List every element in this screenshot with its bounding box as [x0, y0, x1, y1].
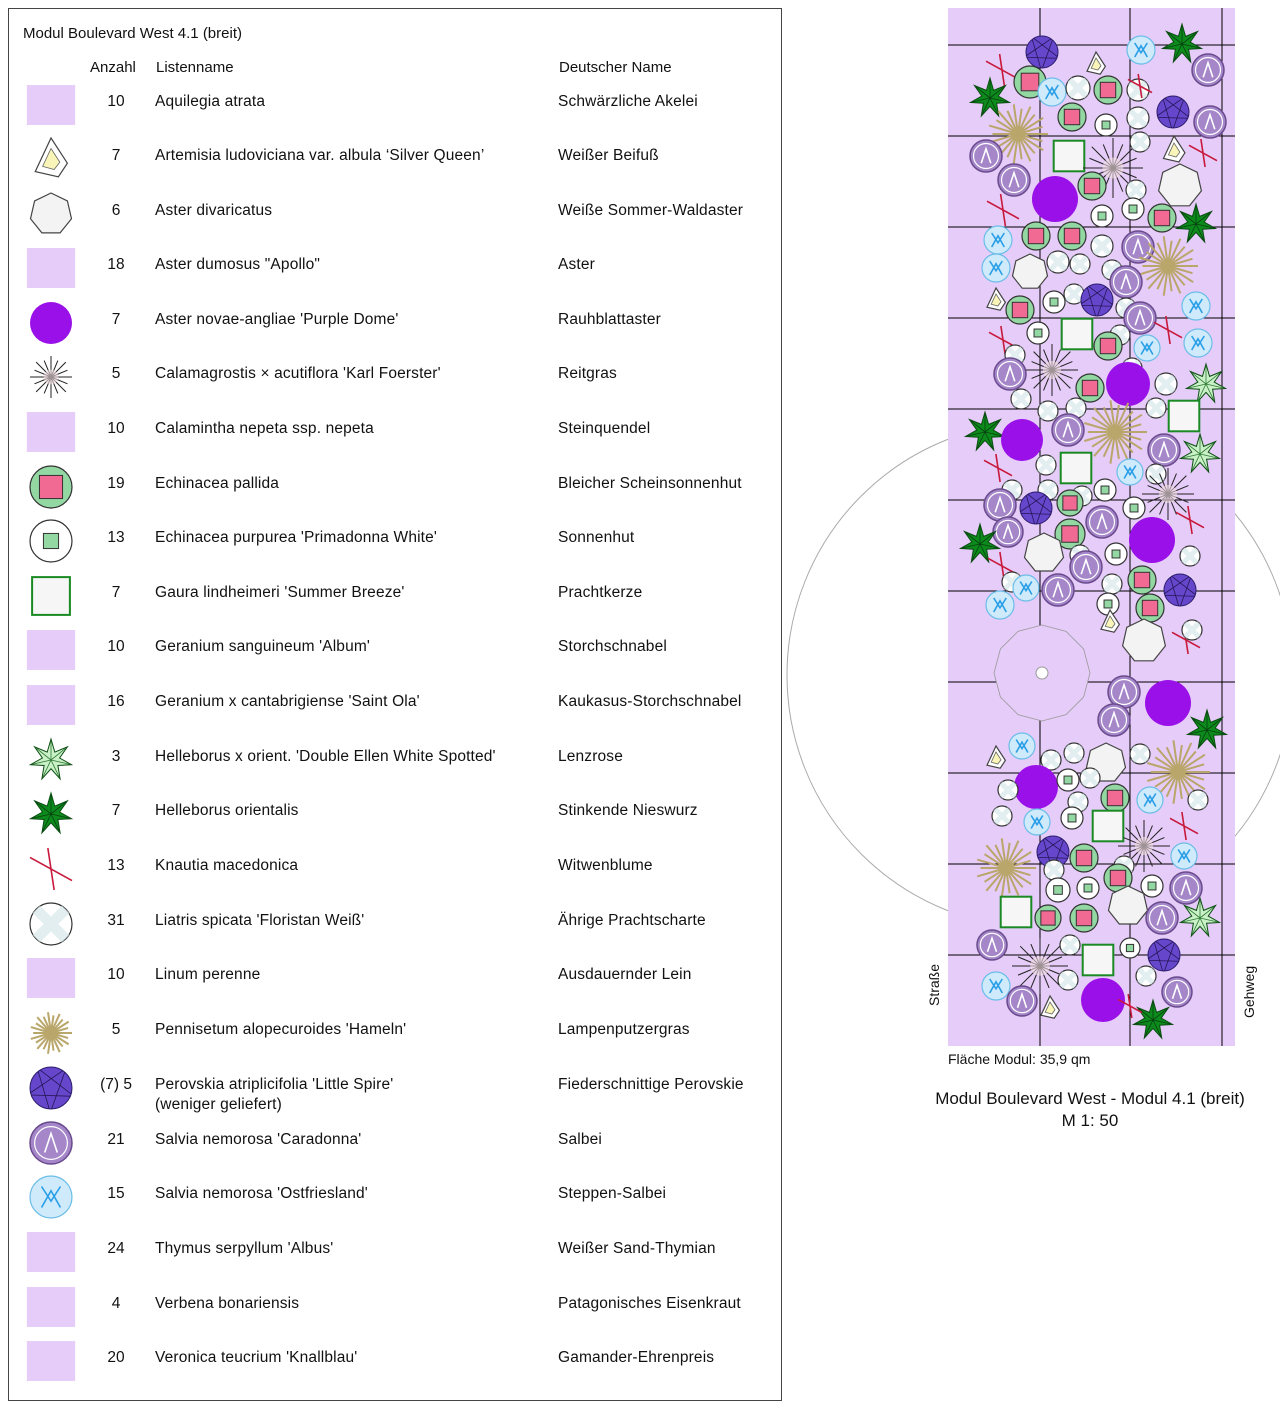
legend-list-name-text: Gaura lindheimeri 'Summer Breeze'	[155, 584, 405, 601]
legend-row	[9, 1171, 781, 1225]
legend-list-name	[155, 1131, 361, 1149]
echinacea-white-plant	[1123, 497, 1145, 519]
legend-list-name	[155, 1349, 357, 1367]
lilac-square-icon	[21, 1227, 81, 1277]
legend-count: 10	[107, 638, 125, 655]
legend-list-name-text: Calamagrostis × acutiflora 'Karl Foerster'	[155, 365, 441, 382]
sidewalk-side-label: Gehweg	[1241, 965, 1257, 1018]
legend-german-name: Prachtkerze	[558, 584, 643, 601]
legend-list-name	[155, 420, 374, 438]
salvia-ostfriesland-plant	[982, 972, 1010, 1000]
salvia-caradonna-plant	[984, 489, 1016, 521]
lilac-square-icon	[21, 1282, 81, 1332]
legend-count: 7	[111, 147, 121, 164]
legend-list-name-text: Aster divaricatus	[155, 202, 273, 219]
echinacea-white-plant	[1043, 291, 1065, 313]
liatris-circle-plant	[1130, 132, 1150, 152]
legend-row	[9, 188, 781, 242]
legend-count: 19	[107, 475, 125, 492]
grass-star-dark-icon	[21, 352, 81, 402]
gaura-square-plant	[1061, 453, 1092, 484]
legend-row	[9, 624, 781, 678]
perovskia-disc-plant	[1157, 96, 1189, 128]
echinacea-pink-plant	[1148, 204, 1176, 232]
heptagon-icon	[21, 189, 81, 239]
liatris-circle-plant	[1066, 76, 1090, 100]
lilac-square-icon	[21, 680, 81, 730]
legend-row	[9, 133, 781, 187]
legend-list-name-text: Salvia nemorosa 'Ostfriesland'	[155, 1185, 368, 1202]
liatris-circle-plant	[1058, 970, 1078, 990]
lilac-square-icon	[21, 407, 81, 457]
plan-caption-scale: M 1: 50	[1061, 1111, 1119, 1130]
legend-count: 3	[111, 748, 121, 765]
perovskia-disc-icon	[21, 1063, 81, 1113]
echinacea-white-plant	[1120, 938, 1140, 958]
legend-list-name-text: Echinacea purpurea 'Primadonna White'	[155, 529, 438, 546]
legend-list-name	[155, 857, 298, 875]
legend-list-name-text: Perovskia atriplicifolia 'Little Spire'	[155, 1076, 394, 1093]
legend-list-name	[155, 1021, 406, 1039]
salvia-ostfriesland-plant	[1038, 78, 1066, 106]
lilac-square-icon	[21, 953, 81, 1003]
legend-list-name	[155, 912, 364, 930]
liatris-circle-plant	[998, 780, 1018, 800]
salvia-caradonna-icon	[21, 1118, 81, 1168]
purple-disc-plant	[1129, 517, 1175, 563]
legend-german-name: Lenzrose	[558, 748, 623, 765]
plan-caption-title: Modul Boulevard West - Modul 4.1 (breit)	[935, 1089, 1245, 1108]
salvia-caradonna-plant	[1110, 266, 1142, 298]
lilac-square-icon	[21, 625, 81, 675]
legend-list-name-text: Veronica teucrium 'Knallblau'	[155, 1349, 358, 1366]
liatris-circle-plant	[1102, 574, 1122, 594]
liatris-circle-plant	[1130, 744, 1150, 764]
legend-list-name	[155, 256, 320, 274]
echinacea-white-plant	[1105, 543, 1127, 565]
legend-german-name: Patagonisches Eisenkraut	[558, 1295, 741, 1312]
salvia-ostfriesland-plant	[1013, 575, 1039, 601]
legend-row	[9, 461, 781, 515]
legend-german-name: Kaukasus-Storchschnabel	[558, 693, 742, 710]
echinacea-white-plant	[1122, 198, 1144, 220]
salvia-caradonna-plant	[1086, 506, 1118, 538]
legend-row	[9, 788, 781, 842]
legend-list-name	[155, 584, 405, 602]
legend-count: 21	[107, 1131, 125, 1148]
legend-list-name-text: Calamintha nepeta ssp. nepeta	[155, 420, 374, 437]
legend-row	[9, 952, 781, 1006]
legend-german-name: Sonnenhut	[558, 529, 635, 546]
legend-list-name-text: Pennisetum alopecuroides 'Hameln'	[155, 1021, 407, 1038]
salvia-caradonna-plant	[1007, 986, 1037, 1016]
salvia-ostfriesland-plant	[1184, 329, 1212, 357]
legend-row	[9, 1226, 781, 1280]
echinacea-pink-plant	[1058, 103, 1086, 131]
legend-row	[9, 1062, 781, 1116]
echinacea-white-plant	[1077, 877, 1099, 899]
legend-list-name	[155, 311, 399, 329]
knautia-cross-icon	[21, 844, 81, 894]
planting-plan	[780, 0, 1280, 1411]
legend-list-name-note: (weniger geliefert)	[155, 1096, 282, 1113]
perovskia-disc-plant	[1081, 284, 1113, 316]
liatris-circle-plant	[1180, 546, 1200, 566]
legend-count: 10	[107, 966, 125, 983]
legend-count: 5	[111, 365, 121, 382]
liatris-circle-plant	[1011, 389, 1031, 409]
liatris-circle-plant	[1047, 251, 1069, 273]
legend-count: 24	[107, 1240, 125, 1257]
echinacea-white-plant	[1046, 878, 1070, 902]
legend-list-name	[155, 529, 437, 547]
legend-list-name	[155, 93, 265, 111]
liatris-circle-plant	[1070, 254, 1090, 274]
legend-list-name	[155, 365, 441, 383]
legend-list-name-text: Verbena bonariensis	[155, 1295, 300, 1312]
legend-list-name-text: Knautia macedonica	[155, 857, 299, 874]
legend-list-name-text: Thymus serpyllum 'Albus'	[155, 1240, 334, 1257]
legend-list-name	[155, 802, 299, 820]
liatris-circle-icon	[21, 899, 81, 949]
hellebore-dark-icon	[21, 789, 81, 839]
legend-list-name	[155, 966, 260, 984]
echinacea-pink-plant	[1022, 222, 1050, 250]
legend-german-name: Ährige Prachtscharte	[558, 912, 706, 929]
legend-count: 18	[107, 256, 125, 273]
salvia-caradonna-plant	[1042, 574, 1074, 606]
legend-list-name-text: Helleborus orientalis	[155, 802, 299, 819]
legend-german-name: Weiße Sommer-Waldaster	[558, 202, 744, 219]
echinacea-pink-plant	[1094, 332, 1122, 360]
legend-panel	[8, 8, 782, 1401]
purple-disc-plant	[1014, 765, 1058, 809]
artemisia-diamond-icon	[21, 134, 81, 184]
legend-row	[9, 297, 781, 351]
legend-title: Modul Boulevard West 4.1 (breit)	[23, 25, 242, 42]
echinacea-pink-plant	[1070, 904, 1098, 932]
gaura-square-plant	[1093, 811, 1124, 842]
liatris-circle-plant	[1080, 768, 1100, 788]
legend-count: 10	[107, 93, 125, 110]
liatris-circle-plant	[1188, 790, 1208, 810]
liatris-circle-plant	[1060, 935, 1080, 955]
grass-star-dark-plant	[1142, 468, 1194, 520]
legend-german-name: Steinquendel	[558, 420, 651, 437]
liatris-circle-plant	[1038, 401, 1058, 421]
legend-list-name	[155, 1076, 393, 1114]
echinacea-white-plant	[1027, 322, 1049, 344]
echinacea-pink-plant	[1128, 566, 1156, 594]
legend-german-name: Witwenblume	[558, 857, 653, 874]
header-german-name: Deutscher Name	[559, 59, 672, 76]
gaura-square-plant	[1001, 897, 1032, 928]
salvia-ostfriesland-plant	[1127, 36, 1155, 64]
legend-list-name	[155, 748, 496, 766]
legend-count: 7	[111, 584, 121, 601]
salvia-caradonna-plant	[1124, 302, 1156, 334]
legend-german-name: Bleicher Scheinsonnenhut	[558, 475, 742, 492]
echinacea-pink-plant	[1101, 784, 1129, 812]
legend-count: 7	[111, 802, 121, 819]
purple-disc-icon	[21, 298, 81, 348]
legend-count: (7) 5	[100, 1076, 132, 1093]
legend-list-name-text: Helleborus x orient. 'Double Ellen White Spotted'	[155, 748, 496, 765]
liatris-circle-plant	[1091, 235, 1113, 257]
legend-row	[9, 242, 781, 296]
liatris-circle-plant	[992, 806, 1012, 826]
echinacea-white-plant	[1061, 807, 1083, 829]
legend-row	[9, 1117, 781, 1171]
echinacea-pink-plant	[1006, 296, 1034, 324]
legend-list-name	[155, 1295, 299, 1313]
echinacea-pink-plant	[1058, 222, 1086, 250]
legend-row	[9, 1335, 781, 1389]
legend-count: 6	[111, 202, 121, 219]
purple-disc-plant	[1106, 362, 1150, 406]
legend-row	[9, 734, 781, 788]
salvia-caradonna-plant	[1122, 231, 1154, 263]
legend-count: 16	[107, 693, 125, 710]
legend-row	[9, 79, 781, 133]
salvia-caradonna-plant	[1052, 414, 1084, 446]
perovskia-disc-plant	[1164, 574, 1196, 606]
echinacea-white-plant	[1091, 205, 1113, 227]
echinacea-white-plant	[1057, 769, 1079, 791]
salvia-caradonna-plant	[1070, 551, 1102, 583]
salvia-ostfriesland-plant	[1137, 787, 1163, 813]
gaura-square-plant	[1169, 401, 1200, 432]
salvia-ostfriesland-plant	[1182, 292, 1210, 320]
legend-row	[9, 679, 781, 733]
salvia-ostfriesland-plant	[1024, 809, 1050, 835]
lilac-square-icon	[21, 243, 81, 293]
legend-row	[9, 515, 781, 569]
salvia-caradonna-plant	[998, 164, 1030, 196]
legend-german-name: Ausdauernder Lein	[558, 966, 692, 983]
legend-count: 5	[111, 1021, 121, 1038]
legend-count: 31	[107, 912, 125, 929]
legend-list-name-text: Geranium x cantabrigiense 'Saint Ola'	[155, 693, 420, 710]
liatris-circle-plant	[1044, 860, 1064, 880]
salvia-caradonna-plant	[1194, 106, 1226, 138]
perovskia-disc-plant	[1026, 36, 1058, 68]
legend-german-name: Steppen-Salbei	[558, 1185, 667, 1202]
salvia-caradonna-plant	[1108, 676, 1140, 708]
echinacea-pink-plant	[1076, 374, 1104, 402]
legend-row	[9, 1281, 781, 1335]
street-side-label: Straße	[926, 963, 942, 1006]
echinacea-pink-plant	[1035, 905, 1061, 931]
legend-german-name: Aster	[558, 256, 595, 273]
purple-disc-plant	[1032, 176, 1078, 222]
liatris-circle-plant	[1155, 373, 1177, 395]
legend-german-name: Stinkende Nieswurz	[558, 802, 698, 819]
legend-count: 15	[107, 1185, 125, 1202]
legend-row	[9, 351, 781, 405]
legend-list-name-text: Linum perenne	[155, 966, 261, 983]
echinacea-pink-icon	[21, 462, 81, 512]
legend-german-name: Rauhblattaster	[558, 311, 661, 328]
legend-row	[9, 843, 781, 897]
legend-row	[9, 570, 781, 624]
echinacea-white-plant	[1094, 479, 1116, 501]
echinacea-white-icon	[21, 516, 81, 566]
echinacea-pink-plant	[1094, 76, 1122, 104]
salvia-ostfriesland-plant	[982, 254, 1010, 282]
legend-german-name: Weißer Beifuß	[558, 147, 659, 164]
echinacea-white-plant	[1095, 114, 1117, 136]
salvia-caradonna-plant	[1148, 434, 1180, 466]
legend-list-name-text: Artemisia ludoviciana var. albula ‘Silver Queen’	[155, 147, 485, 164]
legend-list-name	[155, 147, 484, 165]
legend-row	[9, 1007, 781, 1061]
salvia-ostfriesland-plant	[1134, 335, 1160, 361]
salvia-caradonna-plant	[977, 930, 1007, 960]
legend-list-name-text: Liatris spicata 'Floristan Weiß'	[155, 912, 365, 929]
legend-row	[9, 898, 781, 952]
liatris-circle-plant	[1182, 620, 1202, 640]
echinacea-pink-plant	[1057, 490, 1083, 516]
purple-disc-plant	[1145, 680, 1191, 726]
hellebore-light-icon	[21, 735, 81, 785]
salvia-caradonna-plant	[1146, 902, 1178, 934]
perovskia-disc-plant	[1148, 939, 1180, 971]
salvia-caradonna-plant	[1192, 54, 1224, 86]
plan-caption	[900, 1088, 1280, 1132]
purple-disc-plant	[1001, 419, 1043, 461]
legend-count: 13	[107, 529, 125, 546]
echinacea-pink-plant	[1070, 844, 1098, 872]
legend-german-name: Reitgras	[558, 365, 617, 382]
echinacea-pink-plant	[1136, 594, 1164, 622]
salvia-caradonna-plant	[1162, 977, 1192, 1007]
legend-german-name: Weißer Sand-Thymian	[558, 1240, 716, 1257]
legend-german-name: Gamander-Ehrenpreis	[558, 1349, 715, 1366]
tree-trunk	[1036, 667, 1048, 679]
gaura-square-icon	[21, 571, 81, 621]
liatris-circle-plant	[1126, 180, 1146, 200]
echinacea-white-plant	[1097, 593, 1119, 615]
legend-list-name-text: Aquilegia atrata	[155, 93, 266, 110]
salvia-ostfriesland-plant	[1117, 459, 1143, 485]
echinacea-pink-plant	[1078, 172, 1106, 200]
legend-list-name-text: Aster novae-angliae 'Purple Dome'	[155, 311, 399, 328]
salvia-caradonna-plant	[1098, 704, 1130, 736]
lilac-square-icon	[21, 1336, 81, 1386]
salvia-ostfriesland-plant	[984, 226, 1012, 254]
legend-german-name: Storchschnabel	[558, 638, 667, 655]
gaura-square-plant	[1083, 945, 1114, 976]
legend-list-name	[155, 693, 420, 711]
legend-count: 7	[111, 311, 121, 328]
grass-star-dark-plant	[1026, 344, 1078, 396]
salvia-caradonna-plant	[1170, 872, 1202, 904]
salvia-ostfriesland-icon	[21, 1172, 81, 1222]
salvia-ostfriesland-plant	[1009, 733, 1035, 759]
gaura-square-plant	[1062, 319, 1093, 350]
salvia-ostfriesland-plant	[1171, 843, 1197, 869]
legend-list-name	[155, 1185, 368, 1203]
perovskia-disc-plant	[1020, 492, 1052, 524]
legend-german-name: Lampenputzergras	[558, 1021, 690, 1038]
legend-row	[9, 406, 781, 460]
legend-list-name	[155, 475, 279, 493]
header-count: Anzahl	[90, 59, 136, 76]
legend-list-name-text: Echinacea pallida	[155, 475, 280, 492]
legend-list-name	[155, 202, 272, 220]
legend-count: 20	[107, 1349, 125, 1366]
grass-star-tan-icon	[21, 1008, 81, 1058]
module-area-label: Fläche Modul: 35,9 qm	[948, 1051, 1091, 1067]
legend-list-name	[155, 1240, 333, 1258]
echinacea-white-plant	[1141, 875, 1163, 897]
legend-list-name-text: Geranium sanguineum 'Album'	[155, 638, 371, 655]
legend-list-name	[155, 638, 370, 656]
legend-list-name-text: Aster dumosus "Apollo"	[155, 256, 321, 273]
salvia-caradonna-plant	[994, 358, 1026, 390]
liatris-circle-plant	[1136, 966, 1156, 986]
legend-german-name: Salbei	[558, 1131, 602, 1148]
legend-count: 4	[111, 1295, 121, 1312]
legend-german-name: Schwärzliche Akelei	[558, 93, 698, 110]
salvia-caradonna-plant	[970, 140, 1002, 172]
lilac-square-icon	[21, 80, 81, 130]
legend-german-name: Fiederschnittige Perovskie	[558, 1076, 744, 1093]
salvia-ostfriesland-plant	[986, 591, 1014, 619]
legend-count: 10	[107, 420, 125, 437]
liatris-circle-plant	[1036, 455, 1056, 475]
liatris-circle-plant	[1146, 398, 1166, 418]
salvia-caradonna-plant	[993, 517, 1023, 547]
legend-count: 13	[107, 857, 125, 874]
header-list-name: Listenname	[156, 59, 234, 76]
legend-list-name-text: Salvia nemorosa 'Caradonna'	[155, 1131, 362, 1148]
liatris-circle-plant	[1127, 107, 1149, 129]
liatris-circle-plant	[1064, 743, 1084, 763]
gaura-square-plant	[1054, 141, 1085, 172]
